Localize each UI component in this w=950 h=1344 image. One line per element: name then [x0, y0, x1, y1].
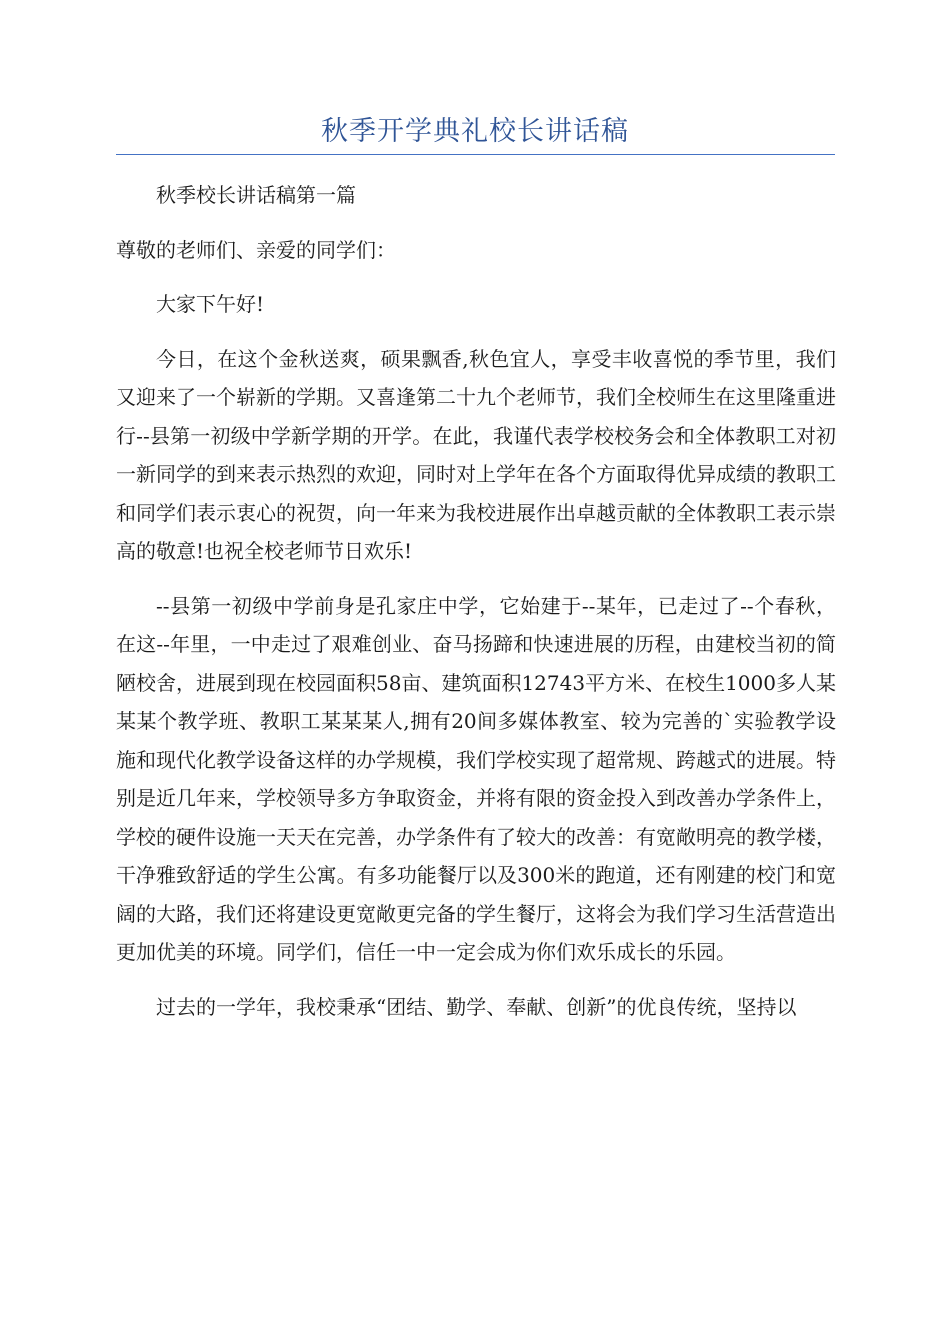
salutation: 尊敬的老师们、亲爱的同学们： [116, 237, 396, 262]
paragraph-2: --县第一初级中学前身是孔家庄中学，它始建于--某年，已走过了--个春秋，在这--年里，一中走过了艰难创业、奋马扬蹄和快速进展的历程，由建校当初的简陋校舍，进展到现在校园面积58亩、建筑面积12743平方米、在校生1000多人某某某个教学班、教职工某某某人,拥有20间多媒体教室、较为完善的`实验教学设施和现代化教学设备这样的办学规模，我们学校实现了超常规、跨越式的进展。特别是近几年来，学校领导多方争取资金，并将有限的资金投入到改善办学条件上，学校的硬件设施一天天在完善，办学条件有了较大的改善：有宽敞明亮的教学楼，干净雅致舒适的学生公寓。有多功能餐厅以及300米的跑道，还有刚建的校门和宽阔的大路，我们还将建设更宽敞更完备的学生餐厅，这将会为我们学习生活营造出更加优美的环境。同学们，信任一中一定会成为你们欢乐成长的乐园。 [116, 593, 836, 964]
document-body [116, 176, 836, 1026]
paragraph-3: 过去的一学年，我校秉承“团结、勤学、奉献、创新”的优良传统，坚持以 [156, 994, 797, 1019]
document-title: 秋季开学典礼校长讲话稿 [321, 116, 629, 147]
title-underline [116, 154, 835, 155]
greeting: 大家下午好! [156, 292, 265, 316]
section-heading: 秋季校长讲话稿第一篇 [156, 183, 356, 207]
paragraph-1: 今日，在这个金秋送爽，硕果飘香,秋色宜人，享受丰收喜悦的季节里，我们又迎来了一个崭新的学期。又喜逢第二十九个老师节，我们全校师生在这里隆重进行--县第一初级中学新学期的开学。在此，我谨代表学校校务会和全体教职工对初一新同学的到来表示热烈的欢迎，同时对上学年在各个方面取得优异成绩的教职工和同学们表示衷心的祝贺，向一年来为我校进展作出卓越贡献的全体教职工表示崇高的敬意!也祝全校老师节日欢乐! [116, 346, 836, 563]
